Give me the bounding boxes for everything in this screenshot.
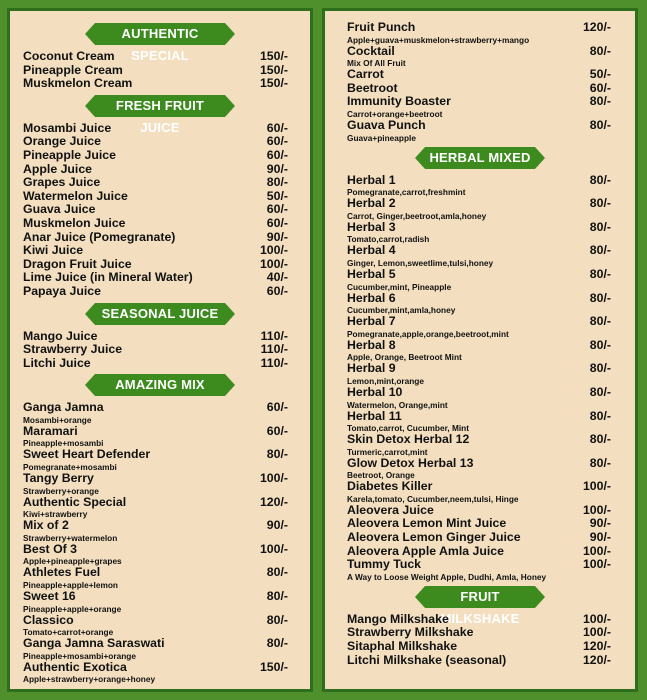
item-name: Sitaphal Milkshake (347, 639, 458, 654)
item-ingredients: Cucumber,mint,amla,honey (347, 305, 456, 316)
menu-item (10, 285, 310, 299)
item-price: 100/- (582, 479, 611, 494)
item-price: 120/- (582, 652, 611, 667)
item-name: Mango Milkshake (347, 611, 449, 626)
item-name: Maramari (23, 423, 78, 438)
item-price: 80/- (589, 455, 611, 470)
item-price: 80/- (589, 172, 611, 187)
item-name: Muskmelon Cream (23, 76, 133, 91)
item-ingredients: Apple+guava+muskmelon+strawberry+mango (347, 34, 530, 45)
menu-item (325, 292, 635, 316)
item-price: 100/- (259, 256, 288, 271)
item-price: 60/- (266, 202, 288, 217)
menu-item (10, 566, 310, 590)
item-price: 60/- (266, 400, 288, 415)
menu-item (325, 315, 635, 339)
item-price: 50/- (266, 188, 288, 203)
item-name: Tummy Tuck (347, 557, 422, 572)
item-price: 80/- (266, 175, 288, 190)
item-name: Beetroot (347, 80, 398, 95)
menu-item (10, 590, 310, 614)
item-name: Mango Juice (23, 328, 98, 343)
item-price: 40/- (266, 270, 288, 285)
item-name: Pineapple Cream (23, 62, 123, 77)
item-ingredients: Guava+pineapple (347, 132, 416, 143)
item-price: 100/- (259, 243, 288, 258)
menu-item (325, 244, 635, 268)
item-price: 120/- (582, 639, 611, 654)
item-name: Herbal 8 (347, 337, 396, 352)
section-banner-amazing-mix: AMAZING MIX (95, 374, 225, 396)
item-ingredients: Carrot, Ginger,beetroot,amla,honey (347, 210, 487, 221)
item-name: Classico (23, 612, 74, 627)
item-name: Herbal 3 (347, 219, 396, 234)
item-name: Aleovera Juice (347, 502, 434, 517)
item-name: Authentic Exotica (23, 659, 127, 674)
item-name: Litchi Juice (23, 355, 91, 370)
item-ingredients: Apple, Orange, Beetroot Mint (347, 352, 462, 363)
item-price: 80/- (589, 243, 611, 258)
item-name: Guava Punch (347, 117, 426, 132)
item-price: 80/- (589, 117, 611, 132)
item-name: Athletes Fuel (23, 565, 101, 580)
item-ingredients: Beetroot, Orange (347, 470, 415, 481)
item-ingredients: Carrot+orange+beetroot (347, 108, 443, 119)
section-banner-authentic-special: AUTHENTIC SPECIAL (95, 23, 225, 45)
item-name: Anar Juice (Pomegranate) (23, 229, 176, 244)
item-ingredients: Mix Of All Fruit (347, 58, 406, 69)
item-price: 60/- (266, 120, 288, 135)
item-ingredients: Pineapple+mosambi+orange (23, 650, 136, 661)
item-name: Kiwi Juice (23, 243, 84, 258)
item-name: Herbal 11 (347, 408, 402, 423)
item-ingredients: Turmeric,carrot,mint (347, 446, 428, 457)
item-price: 110/- (260, 342, 288, 357)
menu-item (325, 362, 635, 386)
item-name: Strawberry Juice (23, 342, 123, 357)
item-ingredients: Pomegranate,apple,orange,beetroot,mint (347, 328, 509, 339)
item-price: 100/- (582, 543, 611, 558)
menu-item (325, 268, 635, 292)
section-banner-fruit-milkshake: FRUIT MILKSHAKE (425, 586, 535, 608)
item-name: Herbal 4 (347, 243, 396, 258)
item-ingredients: Lemon,mint,orange (347, 375, 424, 386)
item-price: 120/- (582, 20, 611, 34)
item-price: 150/- (259, 659, 288, 674)
item-ingredients: Strawberry+watermelon (23, 532, 118, 543)
item-name: Apple Juice (23, 161, 93, 176)
menu-item (10, 77, 310, 91)
item-price: 110/- (260, 355, 288, 370)
item-price: 60/- (266, 215, 288, 230)
item-price: 80/- (266, 589, 288, 604)
item-price: 80/- (266, 565, 288, 580)
item-price: 80/- (589, 219, 611, 234)
menu-item (325, 504, 635, 518)
item-name: Herbal 7 (347, 314, 396, 329)
item-name: Herbal 9 (347, 361, 396, 376)
item-ingredients: Tomato,carrot,radish (347, 234, 430, 245)
item-name: Watermelon Juice (23, 188, 128, 203)
item-price: 100/- (259, 471, 288, 486)
menu-item (10, 190, 310, 204)
item-name: Fruit Punch (347, 20, 416, 34)
item-price: 90/- (266, 229, 288, 244)
menu-item (325, 640, 635, 654)
menu-item (325, 480, 635, 504)
item-price: 80/- (266, 636, 288, 651)
item-name: Grapes Juice (23, 175, 101, 190)
item-name: Muskmelon Juice (23, 215, 126, 230)
item-name: Aleovera Lemon Mint Juice (347, 516, 507, 531)
item-name: Diabetes Killer (347, 479, 433, 494)
item-price: 80/- (589, 361, 611, 376)
menu-item (325, 410, 635, 434)
item-ingredients: A Way to Loose Weight Apple, Dudhi, Amla, Honey (347, 571, 547, 582)
item-name: Lime Juice (in Mineral Water) (23, 270, 193, 285)
item-name: Carrot (347, 67, 384, 82)
item-price: 110/- (260, 328, 288, 343)
item-price: 90/- (266, 161, 288, 176)
menu-item (325, 558, 635, 582)
menu-item (10, 661, 310, 685)
item-ingredients: Tomato,carrot, Cucumber, Mint (347, 423, 470, 434)
item-ingredients: Cucumber,mint, Pineapple (347, 281, 452, 292)
menu-item (325, 197, 635, 221)
item-ingredients: Tomato+carrot+orange (23, 627, 114, 638)
item-price: 120/- (259, 494, 288, 509)
menu-item (325, 21, 635, 45)
menu-item (10, 357, 310, 371)
item-name: Herbal 5 (347, 266, 396, 281)
menu-item (325, 45, 635, 69)
item-name: Herbal 6 (347, 290, 396, 305)
item-price: 80/- (589, 266, 611, 281)
menu-item (10, 135, 310, 149)
menu-item (10, 425, 310, 449)
item-price: 150/- (259, 49, 288, 63)
menu-item (10, 258, 310, 272)
menu-item (10, 122, 310, 136)
menu-item (10, 543, 310, 567)
item-name: Mosambi Juice (23, 120, 112, 135)
section-banner-seasonal-juice: SEASONAL JUICE (95, 303, 225, 325)
menu-item (325, 531, 635, 545)
menu-item (325, 95, 635, 119)
menu-item (325, 613, 635, 627)
item-price: 80/- (589, 196, 611, 211)
item-price: 50/- (589, 67, 611, 82)
item-price: 150/- (259, 76, 288, 91)
menu-item (10, 203, 310, 217)
item-name: Coconut Cream (23, 49, 115, 63)
item-price: 80/- (589, 43, 611, 58)
left-column-content (10, 19, 310, 684)
item-price: 80/- (589, 290, 611, 305)
item-price: 80/- (266, 612, 288, 627)
item-name: Guava Juice (23, 202, 96, 217)
item-price: 100/- (582, 557, 611, 572)
item-name: Strawberry Milkshake (347, 625, 474, 640)
item-ingredients: Pineapple+apple+orange (23, 603, 122, 614)
item-price: 60/- (266, 423, 288, 438)
menu-item (325, 433, 635, 457)
menu-item (325, 221, 635, 245)
item-ingredients: Kiwi+strawberry (23, 509, 88, 520)
menu-item (10, 176, 310, 190)
menu-item (10, 50, 310, 64)
menu-item (325, 545, 635, 559)
item-name: Sweet 16 (23, 589, 76, 604)
menu-item (10, 217, 310, 231)
menu-item (10, 149, 310, 163)
menu-item (10, 496, 310, 520)
item-ingredients: Karela,tomato, Cucumber,neem,tulsi, Hinge (347, 493, 519, 504)
menu-item (10, 244, 310, 258)
item-ingredients: Apple+pineapple+grapes (23, 556, 122, 567)
item-price: 80/- (589, 384, 611, 399)
item-price: 100/- (582, 502, 611, 517)
menu-item (325, 119, 635, 143)
item-name: Orange Juice (23, 134, 101, 149)
menu-item (325, 386, 635, 410)
item-ingredients: Pomegranate+mosambi (23, 462, 117, 473)
item-name: Cocktail (347, 43, 395, 58)
section-banner-fresh-fruit-juice: FRESH FRUIT JUICE (95, 95, 225, 117)
menu-item (10, 614, 310, 638)
item-name: Authentic Special (23, 494, 127, 509)
item-price: 150/- (259, 62, 288, 77)
item-price: 80/- (589, 337, 611, 352)
menu-item (10, 448, 310, 472)
item-price: 100/- (582, 611, 611, 626)
right-column-content (325, 21, 635, 667)
item-name: Best Of 3 (23, 541, 77, 556)
item-price: 60/- (589, 80, 611, 95)
menu-item (10, 343, 310, 357)
item-price: 90/- (589, 530, 611, 545)
item-name: Herbal 1 (347, 172, 396, 187)
item-ingredients: Strawberry+orange (23, 485, 99, 496)
menu-item (10, 519, 310, 543)
menu-item (325, 68, 635, 82)
item-name: Immunity Boaster (347, 94, 451, 109)
item-name: Papaya Juice (23, 283, 101, 298)
menu-item (325, 82, 635, 96)
menu-item (10, 231, 310, 245)
menu-item (10, 64, 310, 78)
menu-item (325, 457, 635, 481)
item-price: 100/- (259, 541, 288, 556)
item-name: Pineapple Juice (23, 147, 116, 162)
item-name: Glow Detox Herbal 13 (347, 455, 474, 470)
item-price: 100/- (582, 625, 611, 640)
item-price: 80/- (589, 432, 611, 447)
menu-item (10, 330, 310, 344)
item-price: 80/- (589, 408, 611, 423)
item-name: Herbal 10 (347, 384, 403, 399)
item-ingredients: Apple+strawberry+orange+honey (23, 674, 156, 685)
item-price: 60/- (266, 147, 288, 162)
item-price: 90/- (266, 518, 288, 533)
item-name: Tangy Berry (23, 471, 94, 486)
item-name: Skin Detox Herbal 12 (347, 432, 470, 447)
item-price: 60/- (266, 283, 288, 298)
section-banner-herbal-mixed: HERBAL MIXED (425, 147, 535, 169)
menu-item (10, 472, 310, 496)
right-menu-column (322, 8, 638, 692)
item-name: Litchi Milkshake (seasonal) (347, 652, 507, 667)
item-ingredients: Mosambi+orange (23, 414, 92, 425)
menu-item (325, 174, 635, 198)
item-name: Dragon Fruit Juice (23, 256, 132, 271)
menu-item (325, 654, 635, 668)
item-name: Ganga Jamna (23, 400, 104, 415)
menu-item (10, 637, 310, 661)
menu-item (325, 339, 635, 363)
menu-item (325, 626, 635, 640)
item-name: Aleovera Apple Amla Juice (347, 543, 504, 558)
item-ingredients: Pineapple+apple+lemon (23, 580, 118, 591)
item-name: Aleovera Lemon Ginger Juice (347, 530, 521, 545)
menu-item (325, 517, 635, 531)
item-price: 80/- (589, 314, 611, 329)
item-ingredients: Pineapple+mosambi (23, 438, 104, 449)
item-name: Mix of 2 (23, 518, 69, 533)
item-ingredients: Ginger, Lemon,sweetlime,tulsi,honey (347, 257, 494, 268)
item-price: 80/- (266, 447, 288, 462)
item-price: 80/- (589, 94, 611, 109)
item-ingredients: Pomegranate,carrot,freshmint (347, 187, 466, 198)
item-price: 90/- (589, 516, 611, 531)
menu-item (10, 271, 310, 285)
item-price: 60/- (266, 134, 288, 149)
left-menu-column (7, 8, 313, 692)
menu-item (10, 401, 310, 425)
menu-item (10, 163, 310, 177)
item-name: Ganga Jamna Saraswati (23, 636, 165, 651)
item-ingredients: Watermelon, Orange,mint (347, 399, 448, 410)
item-name: Sweet Heart Defender (23, 447, 151, 462)
item-name: Herbal 2 (347, 196, 396, 211)
